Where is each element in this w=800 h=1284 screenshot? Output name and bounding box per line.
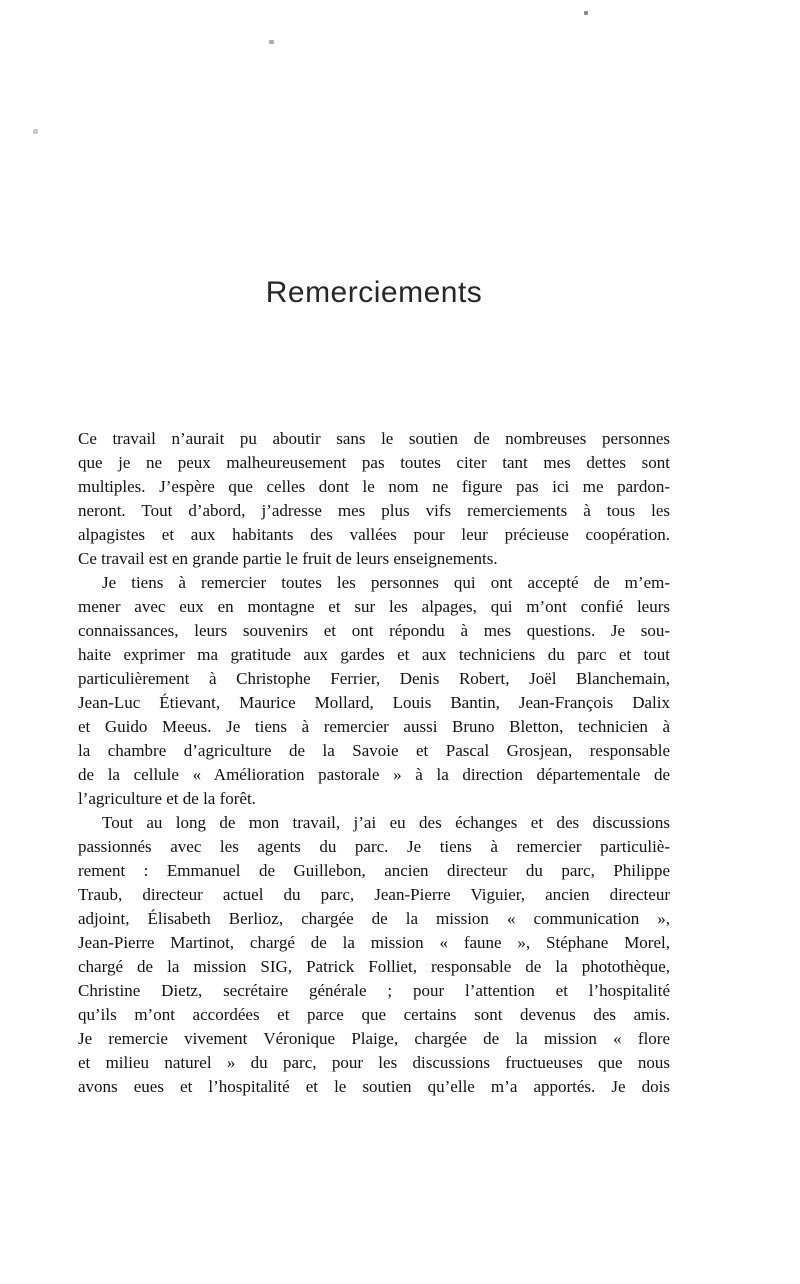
text-line: que je ne peux malheureusement pas toutes citer tant mes dettes sont	[78, 453, 670, 472]
paragraph	[78, 427, 670, 571]
text-line: Christine Dietz, secrétaire générale ; pour l’attention et l’hospitalité	[78, 981, 670, 1000]
scan-speck	[33, 129, 38, 134]
scan-speck	[269, 40, 274, 44]
paragraph	[78, 571, 670, 811]
text-line: rement : Emmanuel de Guillebon, ancien directeur du parc, Philippe	[78, 861, 670, 880]
text-line: Jean-Pierre Martinot, chargé de la mission « faune », Stéphane Morel,	[78, 933, 670, 952]
text-line: mener avec eux en montagne et sur les alpages, qui m’ont confié leurs	[78, 597, 670, 616]
text-line: Je tiens à remercier toutes les personnes qui ont accepté de m’em-	[102, 573, 670, 592]
text-line: alpagistes et aux habitants des vallées pour leur précieuse coopération.	[78, 525, 670, 544]
text-line: et Guido Meeus. Je tiens à remercier aussi Bruno Bletton, technicien à	[78, 717, 670, 736]
text-line: multiples. J’espère que celles dont le nom ne figure pas ici me pardon-	[78, 477, 670, 496]
text-line: haite exprimer ma gratitude aux gardes et aux techniciens du parc et tout	[78, 645, 670, 664]
text-line: Jean-Luc Étievant, Maurice Mollard, Louis Bantin, Jean-François Dalix	[78, 693, 670, 712]
text-line: chargé de la mission SIG, Patrick Folliet, responsable de la photothèque,	[78, 957, 670, 976]
text-line: Ce travail n’aurait pu aboutir sans le soutien de nombreuses personnes	[78, 429, 670, 448]
text-line: Traub, directeur actuel du parc, Jean-Pierre Viguier, ancien directeur	[78, 885, 670, 904]
text-line: Je remercie vivement Véronique Plaige, chargée de la mission « flore	[78, 1029, 670, 1048]
text-line: Tout au long de mon travail, j’ai eu des échanges et des discussions	[102, 813, 670, 832]
text-line: avons eues et l’hospitalité et le soutien qu’elle m’a apportés. Je dois	[78, 1077, 670, 1096]
text-line: Ce travail est en grande partie le fruit de leurs enseignements.	[78, 549, 498, 568]
text-line: de la cellule « Amélioration pastorale » à la direction départementale de	[78, 765, 670, 784]
chapter-title: Remerciements	[265, 276, 483, 309]
text-line: l’agriculture et de la forêt.	[78, 789, 256, 808]
text-line: passionnés avec les agents du parc. Je tiens à remercier particuliè-	[78, 837, 670, 856]
body-text	[78, 427, 670, 1099]
text-line: qu’ils m’ont accordées et parce que certains sont devenus des amis.	[78, 1005, 670, 1024]
scan-speck	[584, 11, 588, 15]
text-line: connaissances, leurs souvenirs et ont répondu à mes questions. Je sou-	[78, 621, 670, 640]
text-line: adjoint, Élisabeth Berlioz, chargée de la mission « communication »,	[78, 909, 670, 928]
text-line: neront. Tout d’abord, j’adresse mes plus vifs remerciements à tous les	[78, 501, 670, 520]
text-line: et milieu naturel » du parc, pour les discussions fructueuses que nous	[78, 1053, 670, 1072]
paragraph	[78, 811, 670, 1099]
text-line: particulièrement à Christophe Ferrier, Denis Robert, Joël Blanchemain,	[78, 669, 670, 688]
text-line: la chambre d’agriculture de la Savoie et Pascal Grosjean, responsable	[78, 741, 670, 760]
